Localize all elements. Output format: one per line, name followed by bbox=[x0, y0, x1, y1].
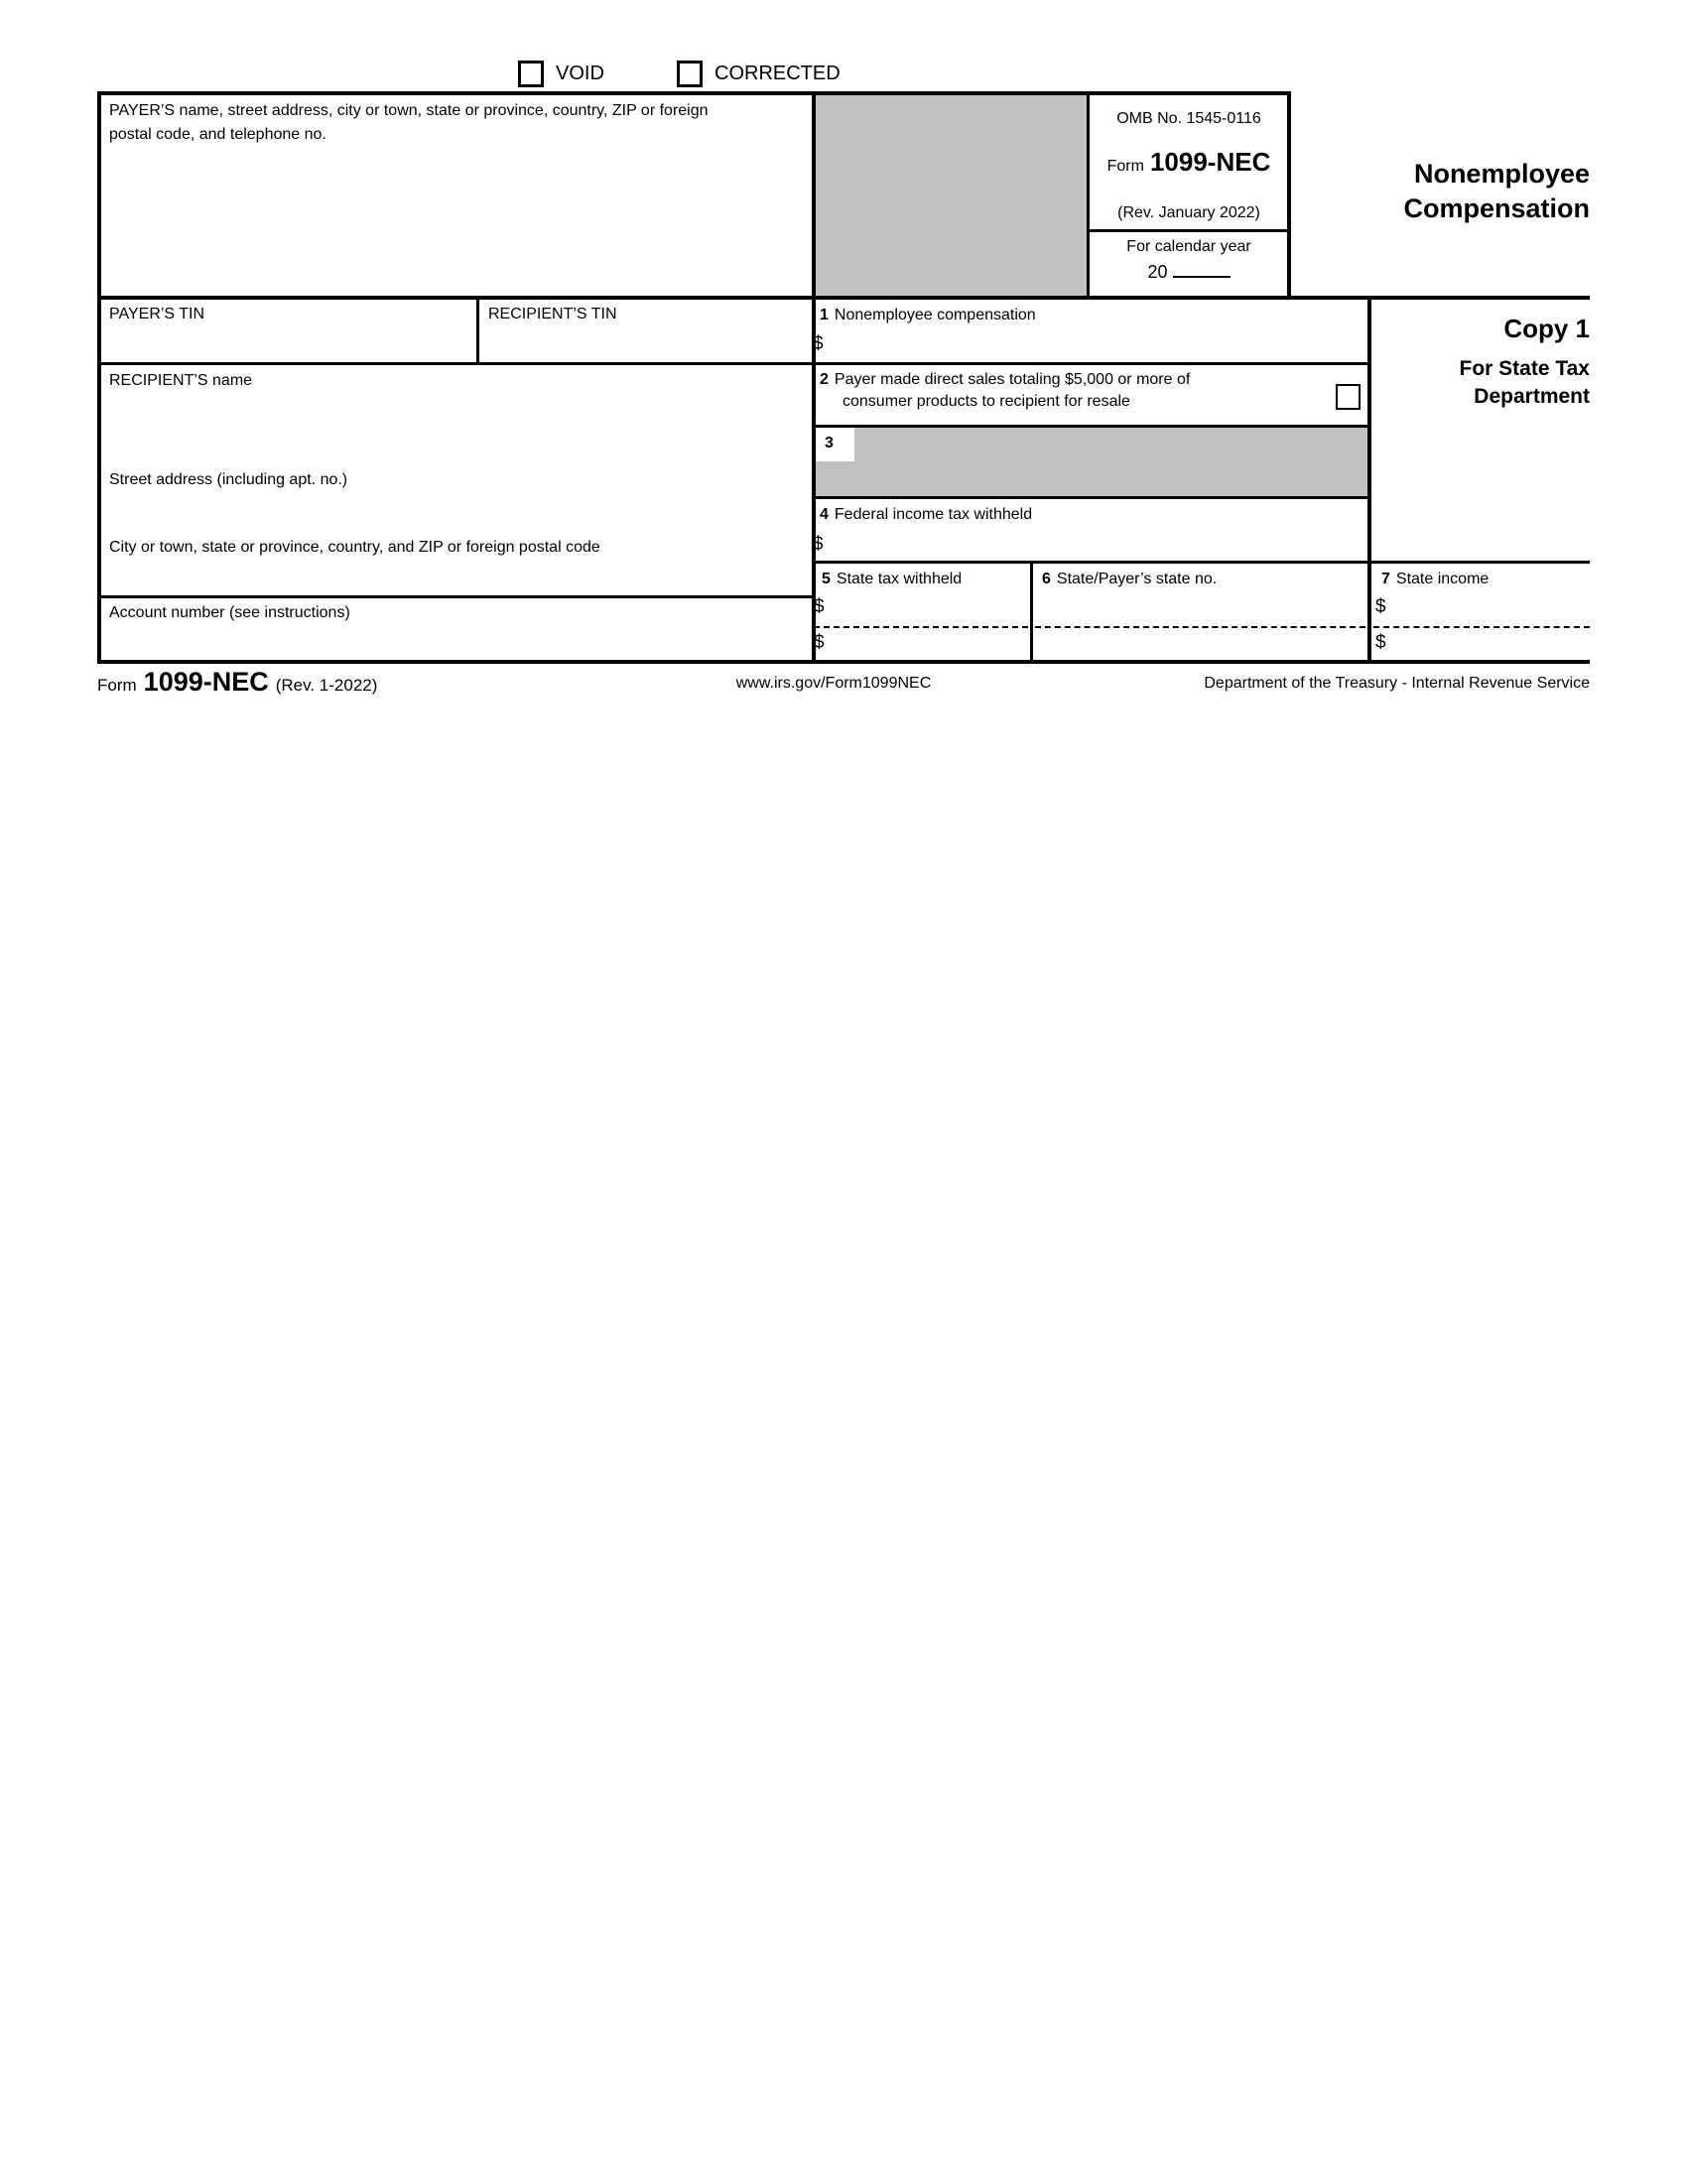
box1-number: 1 bbox=[820, 307, 829, 323]
calendar-year-label: For calendar year bbox=[1126, 238, 1251, 255]
copy-label: Copy 1 bbox=[1503, 314, 1590, 343]
box6-label: 6 State/Payer’s state no. bbox=[1042, 571, 1218, 587]
hline-account-top bbox=[97, 595, 814, 598]
recipient-name-label: RECIPIENT’S name bbox=[109, 372, 253, 389]
box5-dashed-line bbox=[814, 626, 1028, 628]
box1-amount-field[interactable] bbox=[839, 333, 1355, 359]
box2-label-line1: 2 Payer made direct sales totaling $5,000 or more of bbox=[820, 371, 1191, 388]
box1-dollar-sign: $ bbox=[813, 333, 824, 354]
hline-row1-bottom bbox=[97, 296, 1590, 300]
form-number: 1099-NEC bbox=[1149, 147, 1271, 177]
box4-label: 4 Federal income tax withheld bbox=[820, 506, 1033, 523]
footer-form-id bbox=[97, 667, 377, 698]
box5-dollar-sign-1: $ bbox=[814, 596, 825, 617]
box7-amount-field-2[interactable] bbox=[1401, 632, 1588, 656]
street-address-field[interactable] bbox=[103, 494, 798, 532]
recipient-name-field[interactable] bbox=[103, 395, 798, 462]
copy-for-label bbox=[1371, 355, 1590, 411]
year-prefix: 20 bbox=[1147, 262, 1168, 282]
box3-number-notch bbox=[815, 428, 854, 461]
account-number-field[interactable] bbox=[103, 627, 798, 657]
calendar-year-entry bbox=[1090, 260, 1288, 283]
recipient-tin-label: RECIPIENT’S TIN bbox=[488, 306, 617, 322]
box5-amount-field-1[interactable] bbox=[839, 596, 1025, 620]
void-label: VOID bbox=[556, 63, 604, 84]
revision-label: (Rev. January 2022) bbox=[1117, 204, 1260, 221]
box5-number: 5 bbox=[822, 571, 831, 587]
box5-amount-field-2[interactable] bbox=[839, 632, 1025, 656]
box7-amount-field-1[interactable] bbox=[1401, 596, 1588, 620]
border-top bbox=[97, 91, 1290, 95]
payer-info-field[interactable] bbox=[103, 154, 798, 291]
box7-number: 7 bbox=[1381, 571, 1390, 587]
hline-calendar-top bbox=[1090, 229, 1288, 232]
box4-dollar-sign: $ bbox=[813, 534, 824, 555]
box7-dollar-sign-2: $ bbox=[1375, 632, 1386, 653]
box2-checkbox[interactable] bbox=[1336, 384, 1361, 410]
box6-state-field-1[interactable] bbox=[1037, 596, 1363, 620]
box3-number: 3 bbox=[825, 435, 834, 451]
corrected-checkbox[interactable] bbox=[677, 61, 703, 87]
form-title-line1: Nonemployee bbox=[1413, 159, 1590, 189]
box7-dashed-line bbox=[1373, 626, 1590, 628]
vline-main-divider bbox=[812, 91, 816, 664]
year-blank-field[interactable] bbox=[1173, 260, 1231, 278]
box5-dollar-sign-2: $ bbox=[814, 632, 825, 653]
recipient-tin-field[interactable] bbox=[482, 327, 808, 359]
void-checkbox[interactable] bbox=[518, 61, 544, 87]
box6-number: 6 bbox=[1042, 571, 1051, 587]
vline-tin-divider bbox=[476, 296, 479, 365]
box7-label: 7 State income bbox=[1381, 571, 1490, 587]
form-title bbox=[1280, 157, 1590, 226]
box4-number: 4 bbox=[820, 506, 829, 523]
box6-state-field-2[interactable] bbox=[1037, 632, 1363, 656]
box5-label: 5 State tax withheld bbox=[822, 571, 963, 587]
footer-form-word: Form bbox=[97, 676, 137, 695]
footer-irs-url[interactable]: www.irs.gov/Form1099NEC bbox=[735, 675, 932, 692]
payer-tin-label: PAYER’S TIN bbox=[109, 306, 205, 322]
city-field[interactable] bbox=[103, 561, 798, 592]
vline-box5-box6 bbox=[1030, 561, 1033, 664]
border-left bbox=[97, 91, 101, 664]
box4-amount-field[interactable] bbox=[839, 534, 1355, 558]
box6-dashed-line bbox=[1035, 626, 1365, 628]
form-title-line2: Compensation bbox=[1403, 193, 1590, 223]
form-word: Form bbox=[1106, 158, 1144, 175]
box2-number: 2 bbox=[820, 371, 829, 388]
box1-label: 1 Nonemployee compensation bbox=[820, 307, 1036, 323]
hline-box2-bottom bbox=[812, 425, 1371, 428]
corrected-label: CORRECTED bbox=[714, 63, 841, 84]
copy-for-line2: Department bbox=[1474, 385, 1590, 408]
payer-info-label: PAYER’S name, street address, city or town, state or province, country, ZIP or foreign postal code, and telephone no. bbox=[109, 102, 709, 143]
street-address-label: Street address (including apt. no.) bbox=[109, 471, 348, 488]
omb-number: OMB No. 1545-0116 bbox=[1116, 110, 1261, 127]
payer-tin-field[interactable] bbox=[103, 327, 472, 359]
hline-box4-bottom bbox=[812, 561, 1590, 564]
border-bottom bbox=[97, 660, 1590, 664]
footer-form-number: 1099-NEC bbox=[143, 667, 269, 697]
footer-department: Department of the Treasury - Internal Revenue Service bbox=[1204, 675, 1590, 692]
box2-label-line2: consumer products to recipient for resale bbox=[843, 393, 1130, 410]
vline-right-column bbox=[1367, 296, 1371, 664]
footer-revision: (Rev. 1-2022) bbox=[275, 676, 378, 695]
form-number-block bbox=[1090, 147, 1288, 178]
copy-for-line1: For State Tax bbox=[1459, 357, 1590, 380]
hline-tin-bottom bbox=[97, 362, 1371, 365]
shaded-area-box3 bbox=[815, 428, 1367, 496]
hline-box3-bottom bbox=[812, 496, 1371, 499]
account-number-label: Account number (see instructions) bbox=[109, 604, 350, 621]
box7-dollar-sign-1: $ bbox=[1375, 596, 1386, 617]
shaded-area-top bbox=[815, 95, 1089, 296]
city-label: City or town, state or province, country, and ZIP or foreign postal code bbox=[109, 539, 600, 556]
